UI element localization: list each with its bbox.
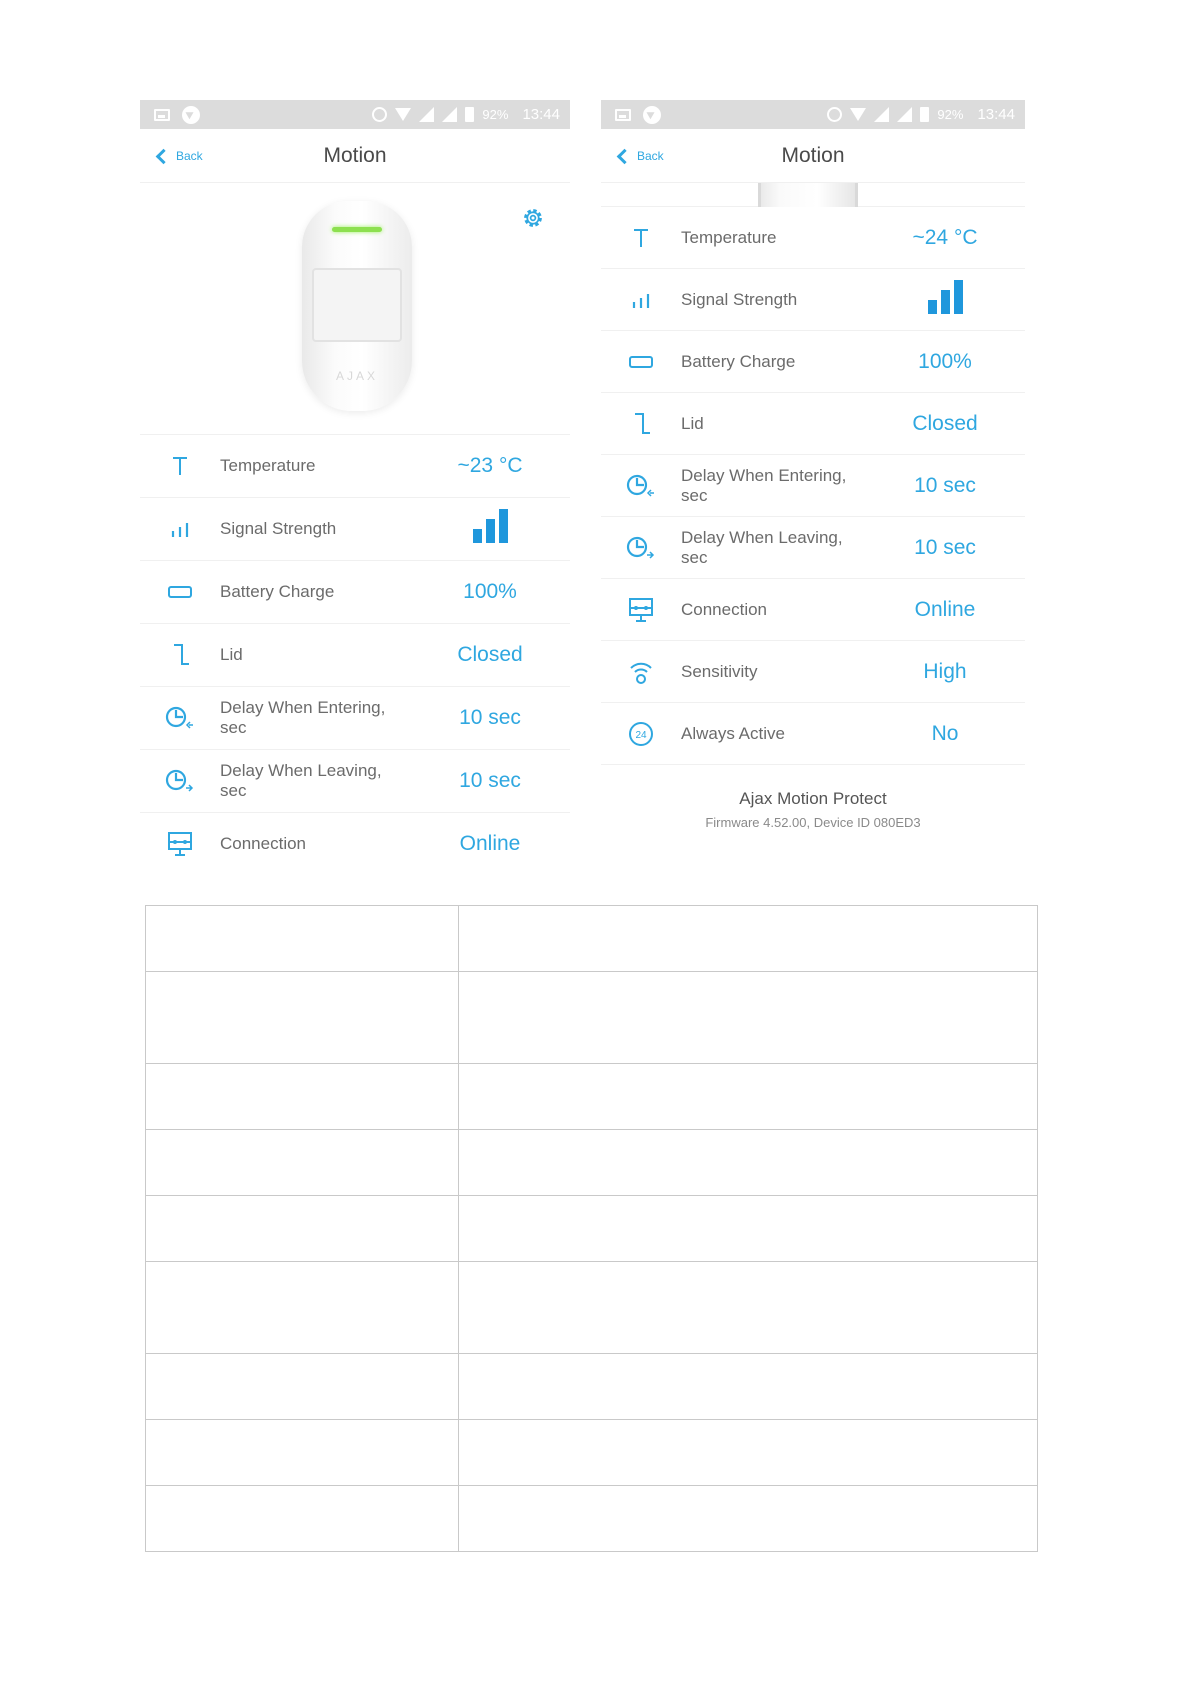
settings-row-battery-charge[interactable] xyxy=(140,561,570,624)
row-value: 10 sec xyxy=(914,473,976,497)
wifi-icon xyxy=(395,108,411,121)
connection-icon xyxy=(140,830,220,858)
settings-row-sensitivity[interactable] xyxy=(601,641,1025,703)
row-value: Closed xyxy=(457,643,523,666)
status-time: 13:44 xyxy=(522,106,560,123)
settings-row-temperature[interactable] xyxy=(140,435,570,498)
empty-table xyxy=(145,905,1038,1552)
device-settings-list xyxy=(140,435,570,870)
table-cell xyxy=(146,906,459,972)
battery-icon xyxy=(601,352,681,372)
row-label: Battery Charge xyxy=(220,582,335,601)
battery-percent: 92% xyxy=(482,107,509,122)
settings-row-connection[interactable] xyxy=(601,579,1025,641)
device-settings-list xyxy=(601,207,1025,765)
row-value: ~24 °C xyxy=(912,225,978,249)
signal-bar xyxy=(941,290,950,314)
page-title: Motion xyxy=(781,143,845,167)
device-lens xyxy=(312,268,402,342)
status-bar xyxy=(140,100,570,129)
table-row xyxy=(146,972,1038,1064)
status-time: 13:44 xyxy=(977,106,1015,123)
table-row xyxy=(146,1196,1038,1262)
settings-row-lid[interactable] xyxy=(601,393,1025,455)
battery-icon xyxy=(140,582,220,602)
table-row xyxy=(146,1354,1038,1420)
gallery-notification-icon xyxy=(154,109,170,121)
table-cell xyxy=(146,1486,459,1552)
row-label: Temperature xyxy=(220,456,316,475)
status-bar xyxy=(601,100,1025,129)
settings-row-always-active[interactable] xyxy=(601,703,1025,765)
page-title: Motion xyxy=(323,143,387,167)
gear-icon[interactable] xyxy=(520,205,546,231)
back-label: Back xyxy=(176,149,203,163)
signal-bar xyxy=(499,509,508,543)
table-cell xyxy=(459,972,1038,1064)
app-header xyxy=(601,129,1025,183)
table-cell xyxy=(146,1354,459,1420)
row-value: High xyxy=(923,659,967,683)
connection-icon xyxy=(601,596,681,624)
settings-row-delay-when-entering-sec[interactable] xyxy=(601,455,1025,517)
row-label: Delay When Entering, sec xyxy=(681,465,847,505)
table-row xyxy=(146,1130,1038,1196)
row-label: Connection xyxy=(681,599,768,619)
settings-row-battery-charge[interactable] xyxy=(601,331,1025,393)
cell-signal-icon xyxy=(442,107,457,122)
device-hero xyxy=(140,183,570,435)
table-cell xyxy=(146,972,459,1064)
device-logo: AJAX xyxy=(335,369,378,383)
table-row xyxy=(146,906,1038,972)
settings-row-delay-when-leaving-sec[interactable] xyxy=(601,517,1025,579)
table-cell xyxy=(146,1064,459,1130)
wifi-icon xyxy=(850,108,866,121)
row-value: Closed xyxy=(912,411,978,435)
row-label: Lid xyxy=(220,645,243,664)
table-cell xyxy=(459,1130,1038,1196)
table-cell xyxy=(146,1130,459,1196)
table-cell xyxy=(146,1196,459,1262)
settings-row-lid[interactable] xyxy=(140,624,570,687)
delay-entering-icon xyxy=(601,473,681,499)
row-label: Delay When Leaving, sec xyxy=(681,527,843,567)
phone-screen-right xyxy=(601,100,1025,835)
table-cell xyxy=(146,1420,459,1486)
motion-detector-image xyxy=(302,201,412,411)
table-row xyxy=(146,1486,1038,1552)
settings-row-connection[interactable] xyxy=(140,813,570,870)
motion-detector-image xyxy=(758,183,858,207)
chevron-left-icon xyxy=(156,148,172,164)
back-button[interactable] xyxy=(158,129,203,183)
row-label: Delay When Entering, sec xyxy=(220,698,386,737)
table-cell xyxy=(459,1486,1038,1552)
lid-icon xyxy=(601,411,681,437)
table-cell xyxy=(459,1196,1038,1262)
sensitivity-icon xyxy=(601,658,681,686)
signal-bar xyxy=(928,300,937,314)
back-button[interactable] xyxy=(619,129,664,183)
settings-row-signal-strength[interactable] xyxy=(601,269,1025,331)
row-label: Signal Strength xyxy=(681,289,798,309)
device-name: Ajax Motion Protect xyxy=(739,789,887,808)
svg-text:24: 24 xyxy=(635,729,647,741)
table-cell xyxy=(459,906,1038,972)
row-value: ~23 °C xyxy=(457,454,523,477)
gallery-notification-icon xyxy=(615,109,631,121)
signal-strength-icon xyxy=(140,517,220,541)
row-label: Sensitivity xyxy=(681,661,758,681)
row-label: Signal Strength xyxy=(220,519,337,538)
signal-bar xyxy=(486,519,495,543)
row-value: 10 sec xyxy=(459,769,521,792)
chevron-left-icon xyxy=(617,148,633,164)
cell-signal-icon xyxy=(419,107,434,122)
row-label: Connection xyxy=(220,834,307,853)
delay-leaving-icon xyxy=(601,535,681,561)
back-label: Back xyxy=(637,149,664,163)
delay-leaving-icon xyxy=(140,768,220,794)
device-info xyxy=(601,765,1025,830)
table-row xyxy=(146,1420,1038,1486)
cell-signal-icon xyxy=(874,107,889,122)
phone-screen-left xyxy=(140,100,570,870)
settings-row-signal-strength[interactable] xyxy=(140,498,570,561)
alarm-icon xyxy=(827,107,842,122)
row-label: Temperature xyxy=(681,227,777,247)
row-value: 100% xyxy=(463,580,517,603)
signal-bar xyxy=(473,529,482,543)
signal-bars xyxy=(410,509,570,549)
device-led xyxy=(332,227,382,232)
table-row xyxy=(146,1064,1038,1130)
table-cell xyxy=(459,1064,1038,1130)
battery-status-icon xyxy=(465,107,474,122)
row-value: Online xyxy=(459,832,521,855)
signal-strength-icon xyxy=(601,288,681,312)
table-cell xyxy=(146,1262,459,1354)
row-label: Lid xyxy=(681,413,704,433)
table-row xyxy=(146,1262,1038,1354)
row-label: Battery Charge xyxy=(681,351,796,371)
navigation-notification-icon xyxy=(643,106,661,124)
row-value: 10 sec xyxy=(914,535,976,559)
temperature-icon xyxy=(601,226,681,250)
battery-percent: 92% xyxy=(937,107,964,122)
always-active-icon xyxy=(601,720,681,748)
signal-bar xyxy=(954,280,963,314)
table-cell xyxy=(459,1354,1038,1420)
table-cell xyxy=(459,1420,1038,1486)
row-value: Online xyxy=(914,597,976,621)
settings-row-temperature[interactable] xyxy=(601,207,1025,269)
signal-bars xyxy=(865,280,1025,320)
battery-status-icon xyxy=(920,107,929,122)
navigation-notification-icon xyxy=(182,106,200,124)
app-header xyxy=(140,129,570,183)
row-value: 10 sec xyxy=(459,706,521,729)
lid-icon xyxy=(140,642,220,668)
alarm-icon xyxy=(372,107,387,122)
table-cell xyxy=(459,1262,1038,1354)
cell-signal-icon xyxy=(897,107,912,122)
row-label: Always Active xyxy=(681,723,785,743)
row-value: No xyxy=(931,721,959,745)
settings-row-delay-when-entering-sec[interactable] xyxy=(140,687,570,750)
device-image-scrolled xyxy=(601,183,1025,207)
delay-entering-icon xyxy=(140,705,220,731)
settings-row-delay-when-leaving-sec[interactable] xyxy=(140,750,570,813)
row-value: 100% xyxy=(918,349,972,373)
row-label: Delay When Leaving, sec xyxy=(220,761,382,800)
temperature-icon xyxy=(140,454,220,478)
device-firmware-id: Firmware 4.52.00, Device ID 080ED3 xyxy=(705,815,921,830)
